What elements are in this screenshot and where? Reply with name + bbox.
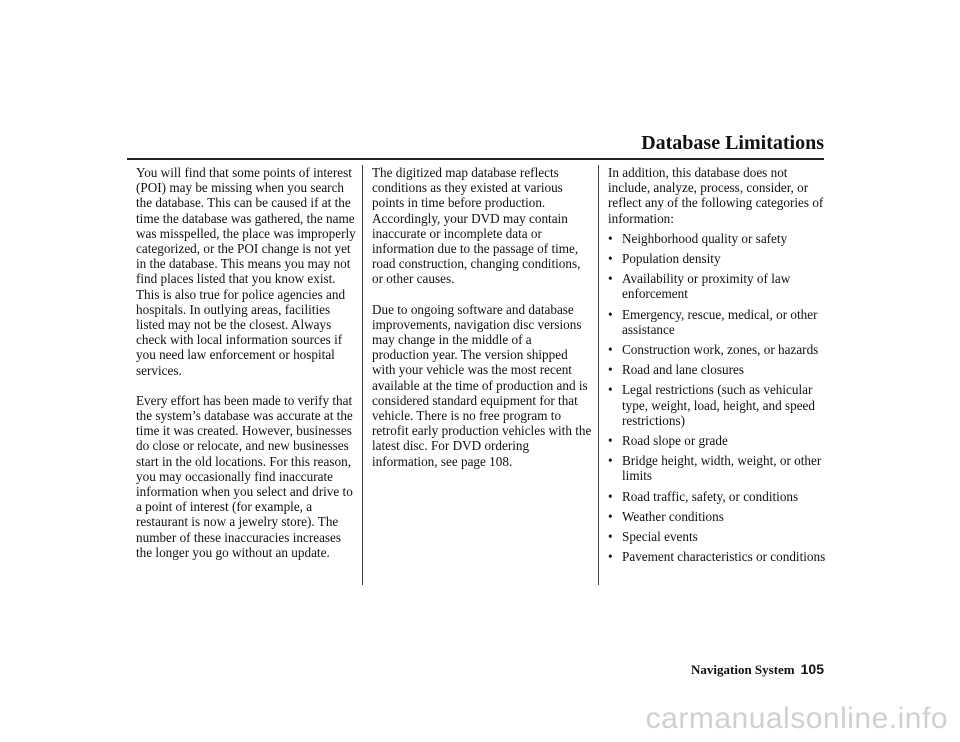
right-column xyxy=(608,165,828,569)
list-item: • Special events xyxy=(608,529,828,544)
list-item: • Road traffic, safety, or conditions xyxy=(608,489,828,504)
page-footer xyxy=(691,661,824,678)
intro-paragraph: In addition, this database does not include, analyze, process, consider, or reflect any of the following categories of information: xyxy=(608,165,824,226)
limitations-list xyxy=(608,231,828,565)
list-item: • Availability or proximity of law enforcement xyxy=(608,271,828,301)
list-item: • Road slope or grade xyxy=(608,433,828,448)
footer-section-title: Navigation System xyxy=(691,662,795,677)
column-divider xyxy=(362,165,363,585)
list-item: • Bridge height, width, weight, or other limits xyxy=(608,453,828,483)
page-title: Database Limitations xyxy=(641,132,824,154)
paragraph: You will find that some points of interest (POI) may be missing when you search the database. This can be caused if at the time the database was gathered, the name was misspelled, the place was improperly categorized, or the POI change is not yet in the database. This means you may not find places listed that you know exist. This is also true for police agencies and hospitals. In outlying areas, facilities listed may not be the closest. Always check with local information sources if you need law enforcement or hospital services. xyxy=(136,165,356,378)
header-rule xyxy=(127,158,824,160)
column-divider xyxy=(598,165,599,585)
list-item: • Population density xyxy=(608,251,828,266)
list-item: • Weather conditions xyxy=(608,509,828,524)
watermark-text: carmanualsonline.info xyxy=(645,702,948,735)
list-item: • Pavement characteristics or conditions xyxy=(608,549,828,564)
list-item: • Construction work, zones, or hazards xyxy=(608,342,828,357)
list-item: • Neighborhood quality or safety xyxy=(608,231,828,246)
page-number: 105 xyxy=(800,661,824,677)
list-item: • Legal restrictions (such as vehicular type, weight, load, height, and speed restrictions) xyxy=(608,382,828,428)
watermark-bar xyxy=(0,690,960,742)
paragraph: Every effort has been made to verify that the system’s database was accurate at the time it was created. However, businesses do close or relocate, and new businesses start in the old locations. For this reason, you may occasionally find inaccurate information when you select and drive to a point of interest (for example, a restaurant is now a jewelry store). The number of these inaccuracies increases the longer you go without an update. xyxy=(136,392,353,560)
list-item: • Emergency, rescue, medical, or other assistance xyxy=(608,307,828,337)
left-column xyxy=(136,165,356,575)
list-item: • Road and lane closures xyxy=(608,362,828,377)
paragraph: Due to ongoing software and database improvements, navigation disc versions may change in the middle of a production year. The version shipped with your vehicle was the most recent available at the time of production and is considered standard equipment for that vehicle. There is no free program to retrofit early production vehicles with the latest disc. For DVD ordering information, see page 108. xyxy=(372,301,592,469)
paragraph: The digitized map database reflects conditions as they existed at various points in time before production. Accordingly, your DVD may contain inaccurate or incomplete data or information due to the passage of time, road construction, changing conditions, or other causes. xyxy=(372,165,581,287)
middle-column xyxy=(372,165,592,484)
